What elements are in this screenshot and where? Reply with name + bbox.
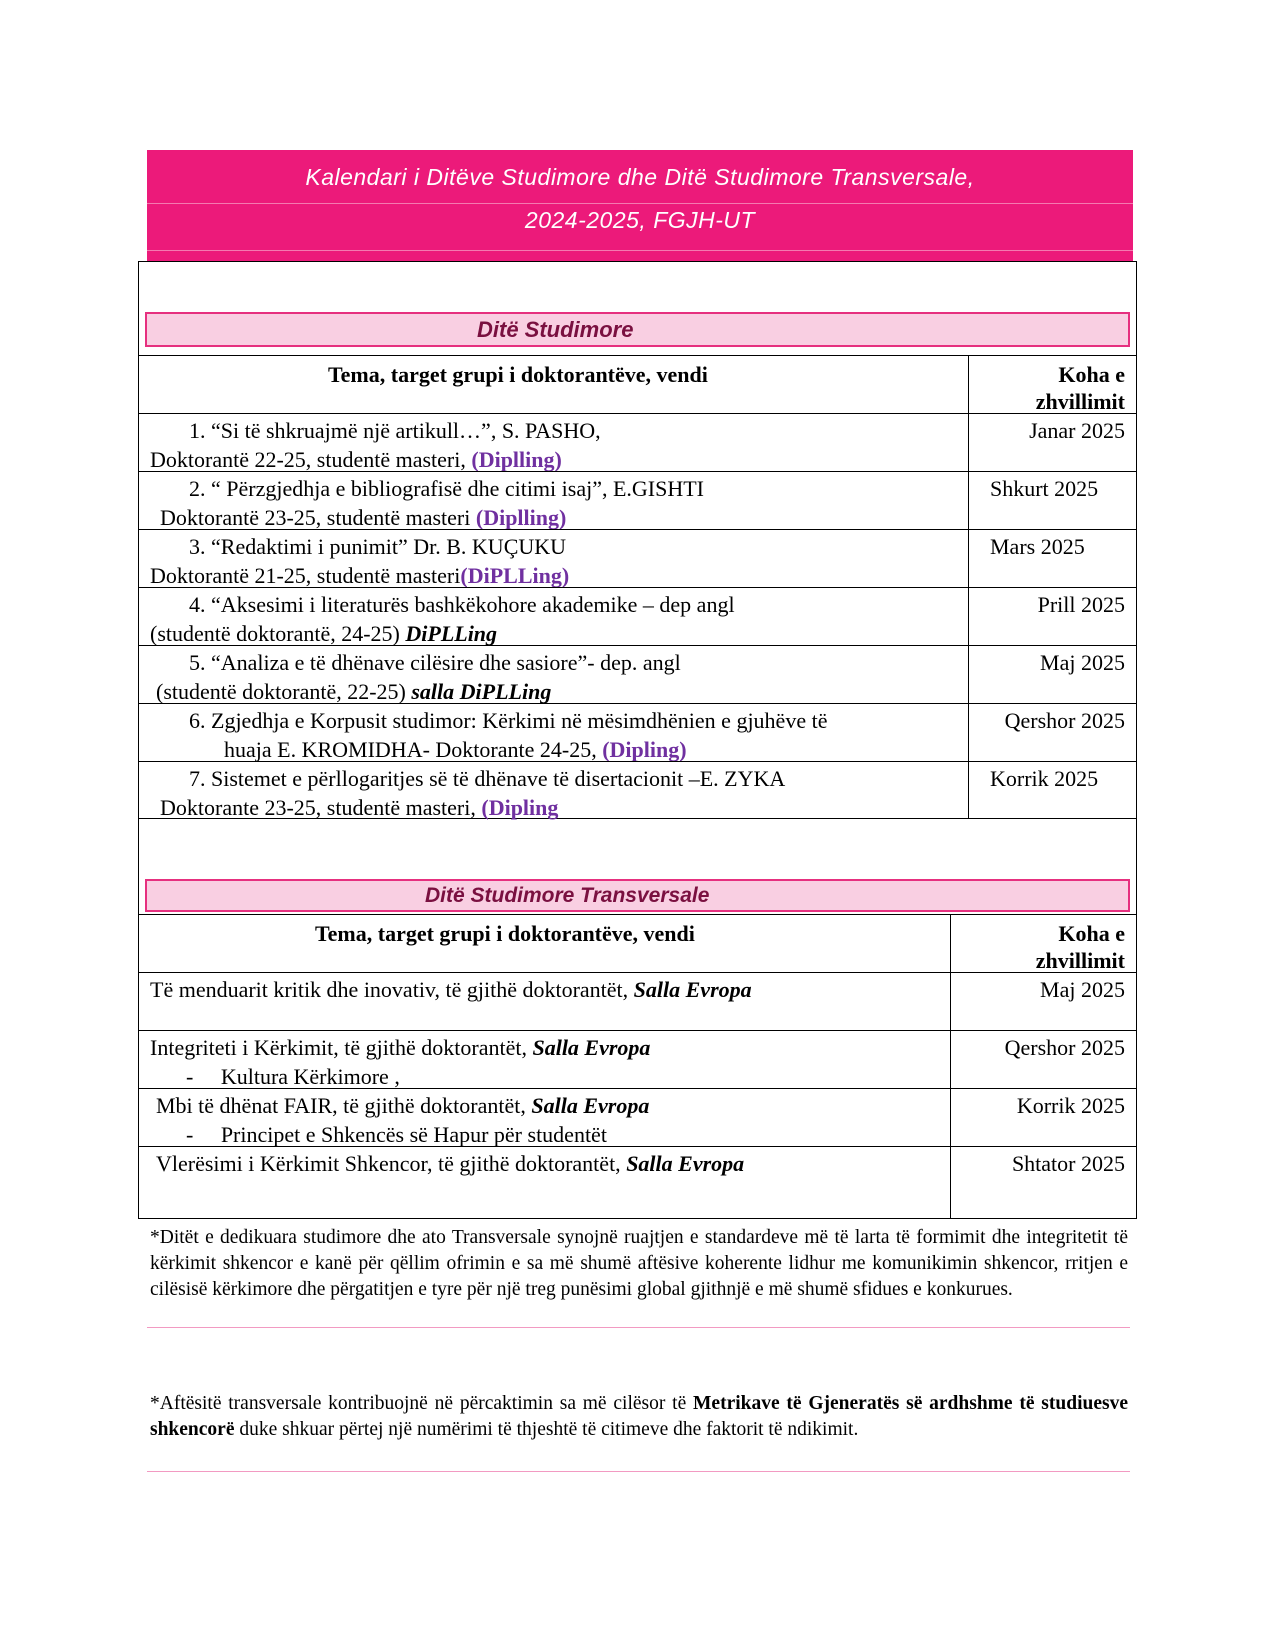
footnote-purpose: *Ditët e dedikuara studimore dhe ato Transversale synojnë ruajtjen e standardeve më të larta të formimit dhe integritetit të kërkimit shkencor e kanë për qëllim ofrimin e sa më shumë aftësive koherente lidhur me komunikimin shkencor, rritjen e cilësisë kërkimore dhe përgatitjen e tyre për një treg punësimi global gjithnjë e më shumë sfidues e konkurues. [150,1227,1128,1300]
row-topic: 5. “Analiza e të dhënave cilësire dhe sasiore”- dep. angl [189,650,681,675]
note-divider [147,1327,1130,1328]
table-row [138,471,1137,529]
row-date: Qershor 2025 [1004,1035,1125,1060]
banner-divider [147,250,1133,251]
row-subitem: - Kultura Kërkimore , [186,1064,400,1089]
table-header-row [138,914,1137,972]
table-row [138,1146,1137,1219]
row-date: Janar 2025 [1029,418,1125,443]
banner-divider [147,203,1133,204]
footnote-transversal-skills: *Aftësitë transversale kontribuojnë në përcaktimin sa më cilësor të Metrikave të Gjeneratës së ardhshme të studiuesve shkencorë duke shkuar përtej një numërimi të thjeshtë të citimeve dhe faktorit të ndikimit. [150,1393,1128,1440]
table-row [138,645,1137,703]
row-date: Mars 2025 [990,534,1085,559]
row-date: Korrik 2025 [990,766,1099,791]
row-topic: Të menduarit kritik dhe inovativ, të gjithë doktorantët, Salla Evropa [150,977,752,1002]
row-audience: huaja E. KROMIDHA- Doktorante 24-25, (Dipling) [224,737,687,762]
row-audience: Doktorantë 21-25, studentë masteri(DiPLLing) [150,563,570,588]
row-audience: (studentë doktorantë, 22-25) salla DiPLLing [156,679,552,704]
section-title: Ditë Studimore Transversale [425,884,710,907]
row-topic: 1. “Si të shkruajmë një artikull…”, S. PASHO, [189,418,601,443]
column-header-time-b: zhvillimit [1035,948,1125,973]
column-header-topic: Tema, target grupi i doktorantëve, vendi [328,362,708,387]
row-date: Maj 2025 [1040,977,1125,1002]
table-row [138,529,1137,587]
row-topic: Integriteti i Kërkimit, të gjithë doktorantët, Salla Evropa [150,1035,651,1060]
row-date: Shkurt 2025 [990,476,1099,501]
row-topic: 4. “Aksesimi i literaturës bashkëkohore akademike – dep angl [189,592,735,617]
table-row [138,413,1137,471]
table-row [138,1030,1137,1088]
row-date: Shtator 2025 [1011,1151,1125,1176]
row-audience: (studentë doktorantë, 24-25) DiPLLing [150,621,498,646]
row-date: Maj 2025 [1040,650,1125,675]
row-audience: Doktorante 23-25, studentë masteri, (Dipling [160,795,559,820]
row-date: Korrik 2025 [1016,1093,1125,1118]
column-header-topic: Tema, target grupi i doktorantëve, vendi [315,921,695,946]
row-date: Prill 2025 [1037,592,1125,617]
table-header-row [138,355,1137,413]
note-divider [147,1471,1130,1472]
row-subitem: - Principet e Shkencës së Hapur për studentët [186,1122,607,1147]
column-header-time-a: Koha e [1058,362,1125,387]
row-date: Qershor 2025 [1004,708,1125,733]
section-title-dite-studimore [145,312,1130,347]
row-topic: 2. “ Përzgjedhja e bibliografisë dhe citimi isaj”, E.GISHTI [189,476,705,501]
document-title-banner [147,150,1133,261]
section-title: Ditë Studimore [477,317,634,342]
table-row [138,972,1137,1030]
table-row [138,761,1137,819]
title-line-1: Kalendari i Ditëve Studimore dhe Ditë Studimore Transversale, [305,164,975,190]
row-topic: 3. “Redaktimi i punimit” Dr. B. KUÇUKU [189,534,567,559]
row-topic: 6. Zgjedhja e Korpusit studimor: Kërkimi në mësimdhënien e gjuhëve të [189,708,828,733]
row-topic: Mbi të dhënat FAIR, të gjithë doktorantët, Salla Evropa [156,1093,650,1118]
row-audience: Doktorantë 23-25, studentë masteri (Diplling) [160,505,567,530]
table-row [138,1088,1137,1146]
table-row [138,587,1137,645]
section-title-transversale [145,879,1130,912]
table-row [138,703,1137,761]
column-header-time-a: Koha e [1058,921,1125,946]
title-line-2: 2024-2025, FGJH-UT [524,207,756,233]
row-topic: Vlerësimi i Kërkimit Shkencor, të gjithë doktorantët, Salla Evropa [156,1151,745,1176]
row-topic: 7. Sistemet e përllogaritjes së të dhënave të disertacionit –E. ZYKA [189,766,786,791]
row-audience: Doktorantë 22-25, studentë masteri, (Diplling) [150,447,562,472]
column-header-time-b: zhvillimit [1035,389,1125,414]
